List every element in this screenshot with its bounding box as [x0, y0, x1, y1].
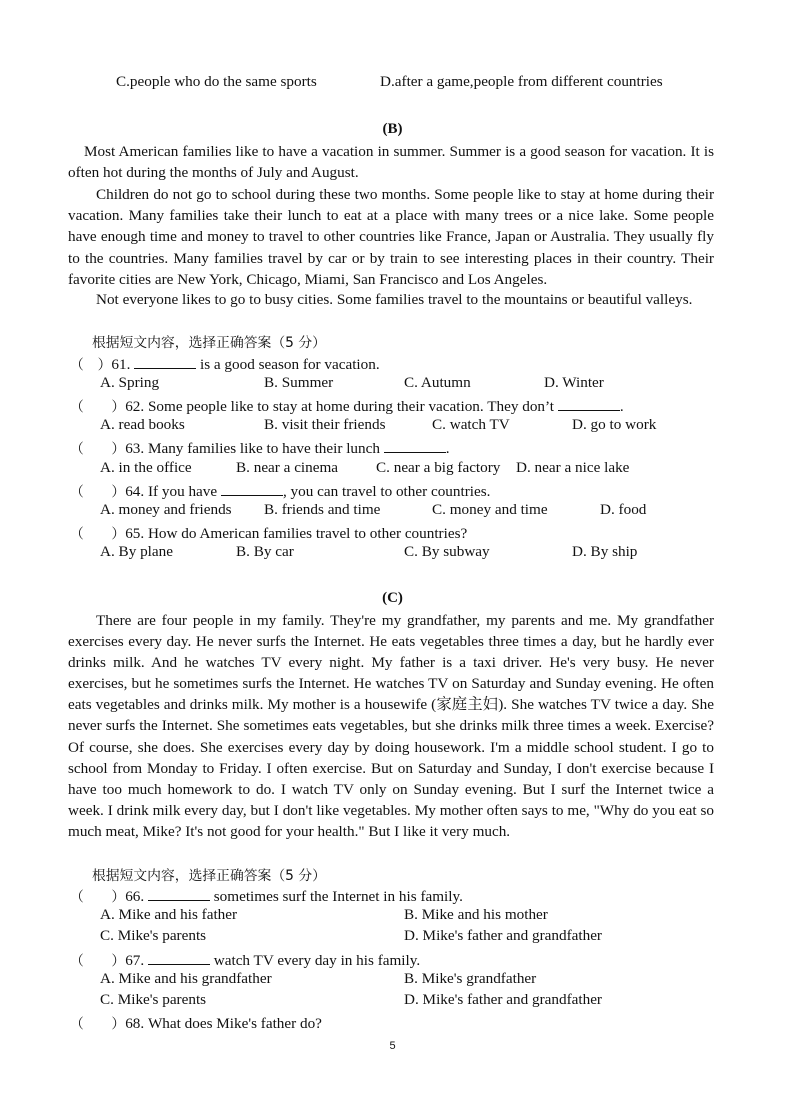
q61-option-b: B. Summer: [264, 374, 334, 391]
q61-option-a: A. Spring: [100, 374, 160, 391]
q64-option-a: A. money and friends: [100, 501, 232, 518]
section-b-paragraph-1: Most American families like to have a vacation in summer. Summer is a good season for vacation. It is often hot during the months of July and August.: [68, 143, 714, 182]
prev-option-d: D.after a game,people from different countries: [380, 73, 663, 90]
answer-blank: [384, 438, 446, 453]
answer-paren[interactable]: （ ）: [70, 357, 112, 373]
section-c-passage: There are four people in my family. They're my grandfather, my parents and me. My grandfather exercises every day. He never surfs the Internet. He eats vegetables three times a day, but he hardly ever drinks milk. And he watches TV every night. My father is a taxi driver. He's very busy. He never exercises, but he sometimes surfs the Internet. He watches TV on Saturday and Sunday evening. He often eats vegetables and drinks milk. My mother is a housewife (家庭主妇). She watches TV twice a day. She never surfs the Internet. She sometimes eats vegetables, but she drinks milk three times a week. Exercise? Of course, she does. She exercises every day by doing housework. I'm a middle school student. I go to school from Monday to Friday. I often exercise. But on Saturday and Sunday, I don't exercise because I have too much homework to do. I watch TV only on Sunday evening. But I surf the Internet twice a week. I drink milk every day, but I don't like vegetables. My mother often says to me, "Why do you eat so much meat, Mike? It's not good for your health." But I like it very much.: [68, 612, 714, 840]
q62-option-a: A. read books: [100, 416, 185, 433]
q63-option-a: A. in the office: [100, 459, 192, 476]
q65-option-b: B. By car: [236, 543, 294, 560]
q67-option-b: B. Mike's grandfather: [404, 970, 537, 987]
answer-blank: [148, 950, 210, 965]
q65-option-a: A. By plane: [100, 543, 173, 560]
question-67: （ ）67. watch TV every day in his family.: [70, 949, 420, 970]
answer-blank: [148, 886, 210, 901]
answer-paren[interactable]: （ ）: [70, 484, 126, 500]
answer-paren[interactable]: （ ）: [70, 526, 126, 542]
q63-option-d: D. near a nice lake: [516, 459, 630, 476]
q63-option-b: B. near a cinema: [236, 459, 339, 476]
q61-option-c: C. Autumn: [404, 374, 471, 391]
q66-option-a: A. Mike and his father: [100, 906, 238, 923]
question-66: （ ）66. sometimes surf the Internet in his family.: [70, 885, 463, 906]
page-number: 5: [389, 1040, 396, 1052]
q62-option-c: C. watch TV: [432, 416, 510, 433]
question-61: （ ）61. is a good season for vacation.: [70, 353, 380, 374]
question-68: （ ）68. What does Mike's father do?: [70, 1015, 322, 1032]
q64-option-c: C. money and time: [432, 501, 548, 518]
q67-option-c: C. Mike's parents: [100, 991, 207, 1008]
section-b-instruction: 根据短文内容，选择正确答案（5 分）: [92, 335, 326, 351]
q61-option-d: D. Winter: [544, 374, 604, 391]
answer-paren[interactable]: （ ）: [70, 889, 126, 905]
answer-paren[interactable]: （ ）: [70, 1016, 126, 1032]
section-b-paragraph-2: Children do not go to school during these two months. Some people like to stay at home during their vacation. Many families take their lunch to eat at a place with many trees or a nice lake. Some people have enough time and money to travel to other countries like France, Japan or Australia. They usually fly to the countries. Many families travel by car or by train to see interesting places in their country. Their favorite cities are New York, Chicago, Miami, San Francisco and Los Angeles.: [68, 186, 714, 288]
q66-option-b: B. Mike and his mother: [404, 906, 548, 923]
q67-option-d: D. Mike's father and grandfather: [404, 991, 602, 1008]
question-63: （ ）63. Many families like to have their lunch .: [70, 437, 450, 458]
question-64: （ ）64. If you have , you can travel to other countries.: [70, 480, 490, 501]
question-62: （ ）62. Some people like to stay at home during their vacation. They don’t .: [70, 395, 624, 416]
q64-option-d: D. food: [600, 501, 647, 518]
answer-paren[interactable]: （ ）: [70, 399, 126, 415]
answer-paren[interactable]: （ ）: [70, 441, 126, 457]
section-b-title: (B): [382, 121, 403, 137]
answer-blank: [558, 396, 620, 411]
q62-option-b: B. visit their friends: [264, 416, 386, 433]
q63-option-c: C. near a big factory: [376, 459, 501, 476]
answer-blank: [134, 354, 196, 369]
section-c-instruction: 根据短文内容，选择正确答案（5 分）: [92, 868, 326, 884]
q64-option-b: B. friends and time: [264, 501, 381, 518]
section-c-title: (C): [382, 590, 403, 606]
answer-blank: [221, 481, 283, 496]
answer-paren[interactable]: （ ）: [70, 953, 126, 969]
q66-option-c: C. Mike's parents: [100, 927, 207, 944]
section-b-paragraph-3: Not everyone likes to go to busy cities. Some families travel to the mountains or beautiful valleys.: [96, 291, 693, 308]
prev-option-c: C.people who do the same sports: [116, 73, 317, 90]
q67-option-a: A. Mike and his grandfather: [100, 970, 272, 987]
question-65: （ ）65. How do American families travel to other countries?: [70, 525, 468, 542]
q66-option-d: D. Mike's father and grandfather: [404, 927, 602, 944]
q65-option-c: C. By subway: [404, 543, 490, 560]
q65-option-d: D. By ship: [572, 543, 638, 560]
q62-option-d: D. go to work: [572, 416, 657, 433]
